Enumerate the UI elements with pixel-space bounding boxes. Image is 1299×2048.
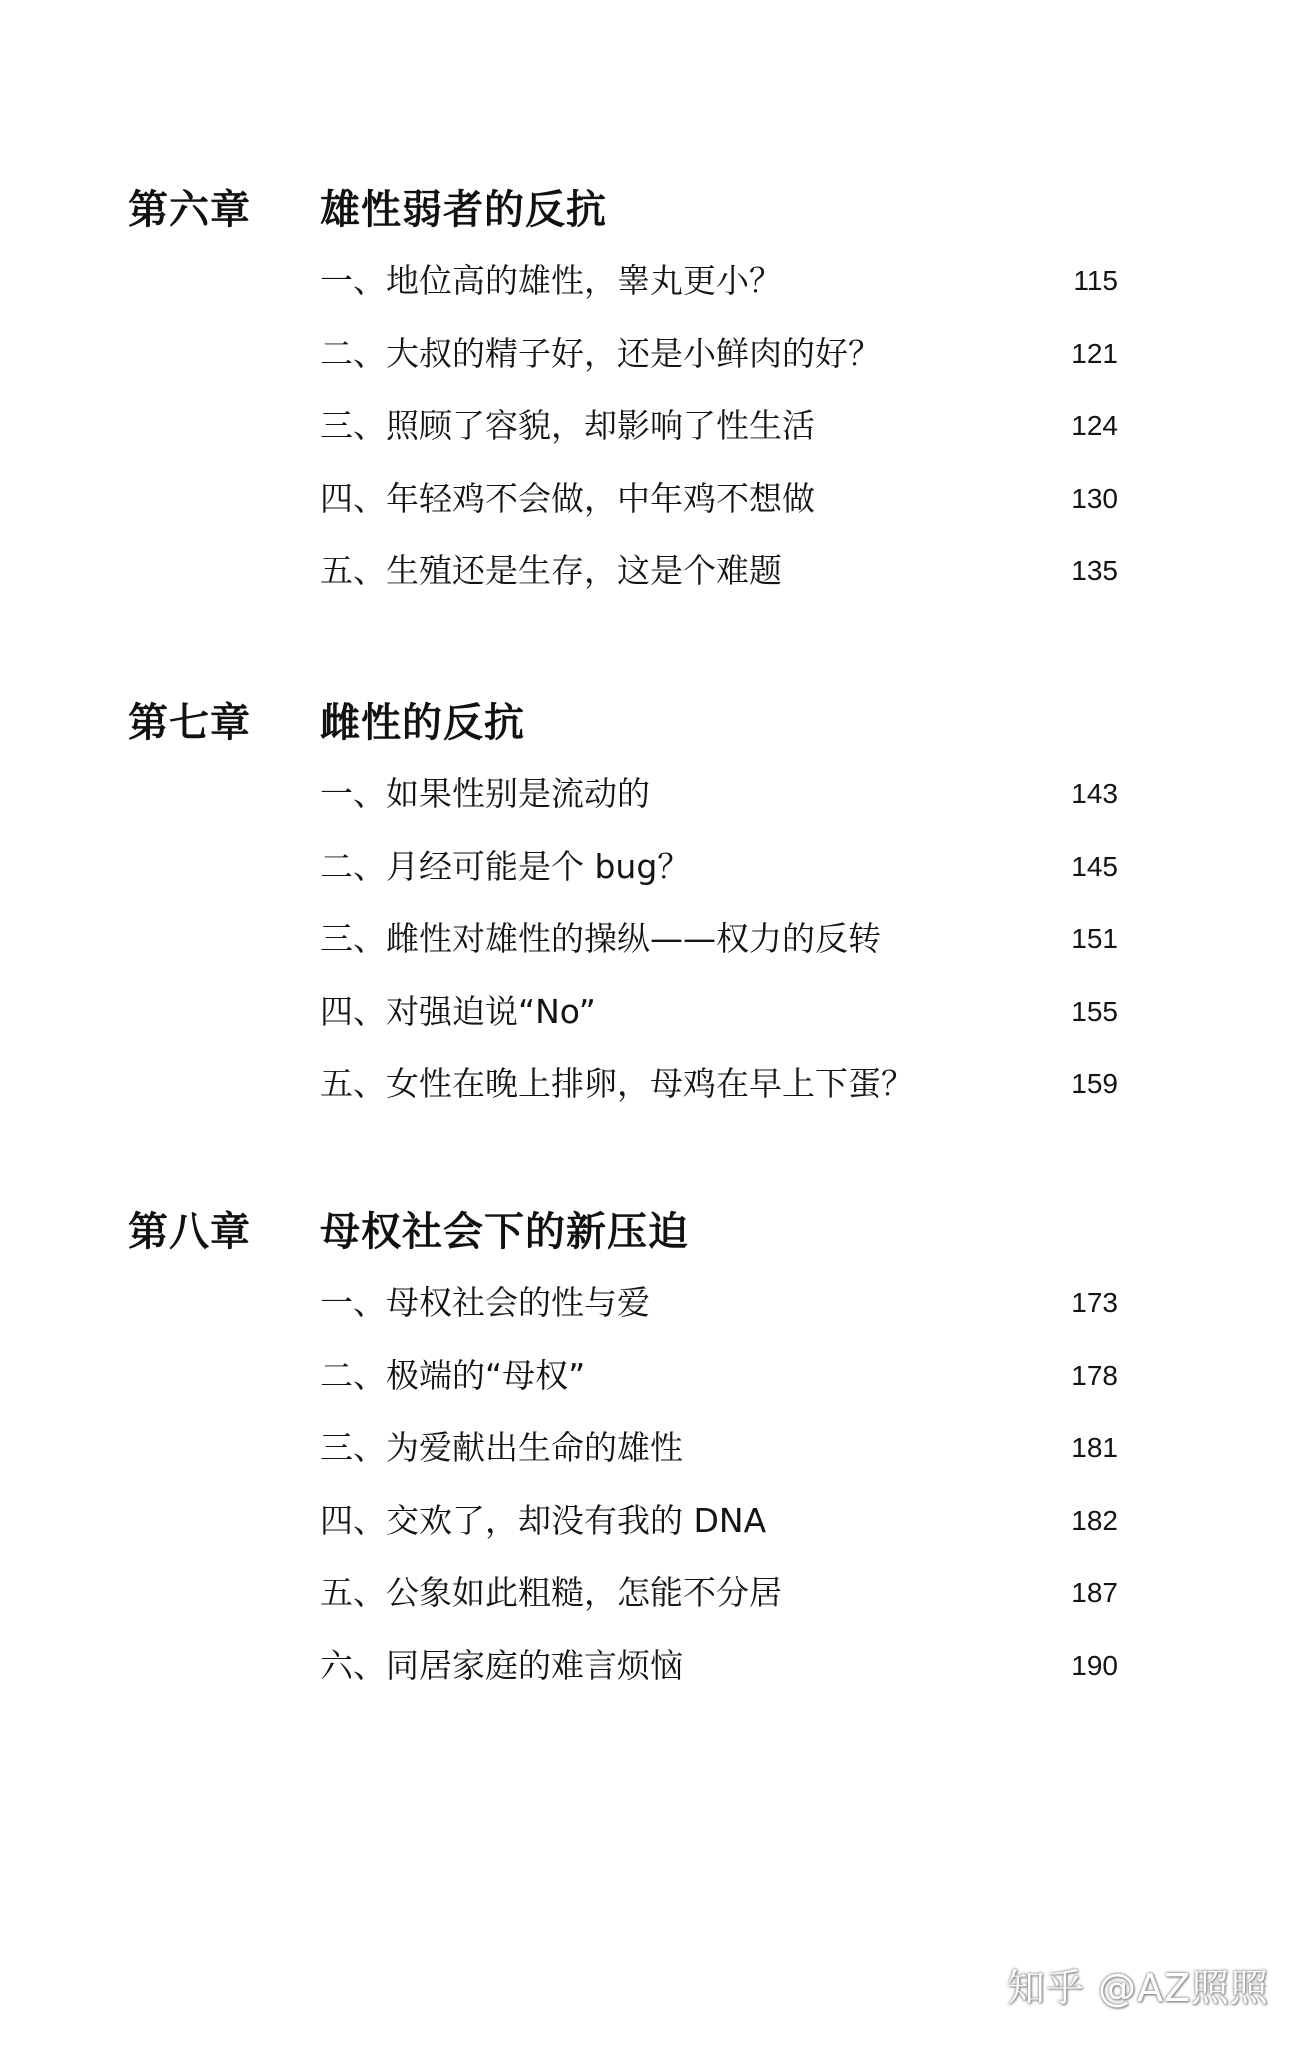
entry-page-number: 159: [1071, 1068, 1118, 1100]
entry-title: 二、大叔的精子好，还是小鲜肉的好？: [320, 333, 881, 373]
chapter-entry-list: [0, 758, 1299, 1121]
entry-title: 四、年轻鸡不会做，中年鸡不想做: [320, 478, 815, 518]
entry-title: 五、公象如此粗糙，怎能不分居: [320, 1573, 782, 1613]
chapter-heading: [0, 1197, 1299, 1267]
chapter-entry-list: [0, 245, 1299, 608]
toc-entry[interactable]: [0, 1412, 1299, 1485]
chapter-number: 第七章: [128, 699, 251, 746]
entry-title: 五、生殖还是生存，这是个难题: [320, 551, 782, 591]
entry-page-number: 115: [1073, 265, 1118, 296]
toc-entry[interactable]: [0, 390, 1299, 463]
toc-entry[interactable]: [0, 976, 1299, 1049]
chapter-title: 雄性弱者的反抗: [320, 187, 607, 233]
entry-page-number: 182: [1071, 1504, 1118, 1536]
toc-entry[interactable]: [0, 245, 1299, 318]
chapter-heading: [0, 175, 1299, 245]
chapter-number: 第六章: [128, 186, 251, 233]
entry-title: 六、同居家庭的难言烦恼: [320, 1645, 683, 1685]
toc-entry[interactable]: [0, 1630, 1299, 1703]
toc-entry[interactable]: [0, 535, 1299, 608]
toc-entry[interactable]: [0, 318, 1299, 391]
entry-title: 五、女性在晚上排卵，母鸡在早上下蛋？: [320, 1064, 914, 1104]
entry-page-number: 181: [1071, 1432, 1118, 1464]
entry-page-number: 130: [1071, 482, 1118, 514]
entry-title: 一、地位高的雄性，睾丸更小？: [320, 261, 782, 300]
toc-entry[interactable]: [0, 1048, 1299, 1121]
toc-entry[interactable]: [0, 463, 1299, 536]
entry-title: 三、为爱献出生命的雄性: [320, 1428, 683, 1468]
watermark: 知乎 @AZ照照: [1006, 1966, 1269, 2010]
entry-title: 四、对强迫说“No”: [320, 991, 596, 1031]
entry-title: 一、如果性别是流动的: [320, 774, 650, 813]
chapter-title: 雌性的反抗: [320, 700, 525, 746]
toc-entry[interactable]: [0, 1340, 1299, 1413]
entry-page-number: 145: [1071, 850, 1118, 882]
entry-page-number: 151: [1071, 923, 1118, 955]
chapter-entry-list: [0, 1267, 1299, 1703]
chapter-heading: [0, 688, 1299, 758]
entry-title: 四、交欢了，却没有我的 DNA: [320, 1500, 767, 1540]
toc-entry[interactable]: [0, 831, 1299, 904]
toc-entry[interactable]: [0, 1267, 1299, 1340]
chapter-number: 第八章: [128, 1208, 251, 1255]
entry-page-number: 178: [1071, 1359, 1118, 1391]
chapter-title: 母权社会下的新压迫: [320, 1209, 689, 1255]
entry-title: 三、照顾了容貌，却影响了性生活: [320, 406, 815, 446]
entry-page-number: 155: [1071, 995, 1118, 1027]
entry-page-number: 124: [1071, 410, 1118, 442]
entry-page-number: 187: [1071, 1577, 1118, 1609]
entry-title: 三、雌性对雄性的操纵——权力的反转: [320, 919, 881, 959]
toc-entry[interactable]: [0, 903, 1299, 976]
entry-page-number: 173: [1071, 1287, 1118, 1318]
entry-page-number: 190: [1071, 1649, 1118, 1681]
entry-title: 二、极端的“母权”: [320, 1355, 586, 1395]
toc-entry[interactable]: [0, 758, 1299, 831]
toc-entry[interactable]: [0, 1485, 1299, 1558]
toc-entry[interactable]: [0, 1557, 1299, 1630]
entry-title: 一、母权社会的性与爱: [320, 1283, 650, 1322]
entry-page-number: 143: [1071, 778, 1118, 809]
entry-page-number: 135: [1071, 555, 1118, 587]
entry-page-number: 121: [1071, 337, 1118, 369]
entry-title: 二、月经可能是个 bug？: [320, 846, 691, 886]
